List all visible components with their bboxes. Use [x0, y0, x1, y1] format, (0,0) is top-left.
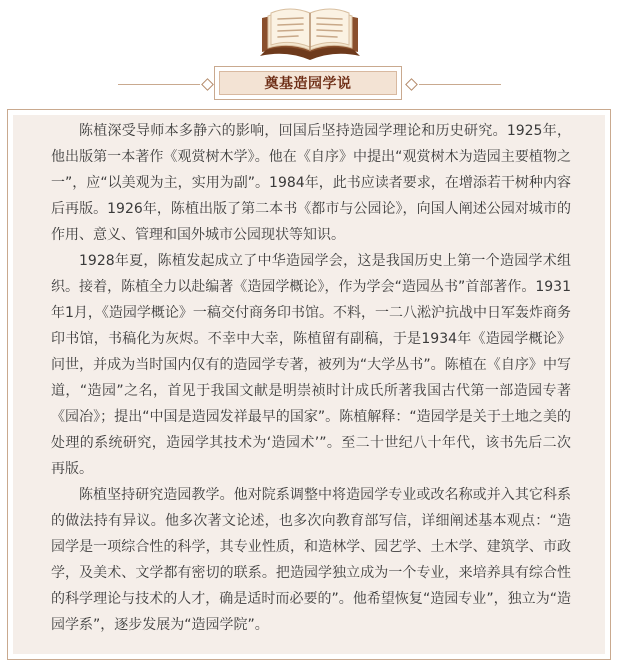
open-book-icon [258, 4, 362, 64]
diamond-ornament-icon [405, 78, 418, 91]
header-rule-left [118, 84, 200, 85]
diamond-ornament-icon [201, 78, 214, 91]
section-title-box [214, 66, 402, 100]
paragraph: 1928年夏，陈植发起成立了中华造园学会，这是我国历史上第一个造园学术组织。接着，陈植全力以赴编著《造园学概论》，作为学会“造园丛书”首部著作。1931年1月，《造园学概论》一稿交付商务印书馆。不料，一二八淞沪抗战中日军轰炸商务印书馆，书稿化为灰烬。不幸中大幸，陈植留有副稿，于是1934年《造园学概论》问世，并成为当时国内仅有的造园学专著，被列为“大学丛书”。陈植在《自序》中写道，“造园”之名，首见于我国文献是明崇祯时计成氏所著我国古代第一部造园专著《园冶》；提出“中国是造园发祥最早的国家”。陈植解释：“造园学是关于土地之美的处理的系统研究，造园学其技术为‘造园术’”。至二十世纪八十年代，该书先后二次再版。 [51, 253, 571, 477]
paragraph: 陈植坚持研究造园教学。他对院系调整中将造园学专业或改名称或并入其它科系的做法持有异议。他多次著文论述，也多次向教育部写信，详细阐述基本观点：“造园学是一项综合性的科学，其专业性质，和造林学、园艺学、土木学、建筑学、市政学，及美术、文学都有密切的联系。把造园学独立成为一个专业，来培养具有综合性的科学理论与技术的人才，确是适时而必要的”。他希望恢复“造园专业”，独立为“造园学系”，逐步发展为“造园学院”。 [51, 487, 571, 633]
article-body [51, 118, 571, 638]
section-header [0, 64, 619, 104]
header-rule-right [419, 84, 501, 85]
paragraph: 陈植深受导师本多静六的影响，回国后坚持造园学理论和历史研究。1925年，他出版第一本著作《观赏树木学》。他在《自序》中提出“观赏树木为造园主要植物之一”，应“以美观为主，实用为副”。1984年，此书应读者要求，在增添若干树种内容后再版。1926年，陈植出版了第二本书《都市与公园论》，向国人阐述公园对城市的作用、意义、管理和国外城市公园现状等知识。 [51, 123, 571, 243]
section-title: 奠基造园学说 [219, 71, 397, 95]
